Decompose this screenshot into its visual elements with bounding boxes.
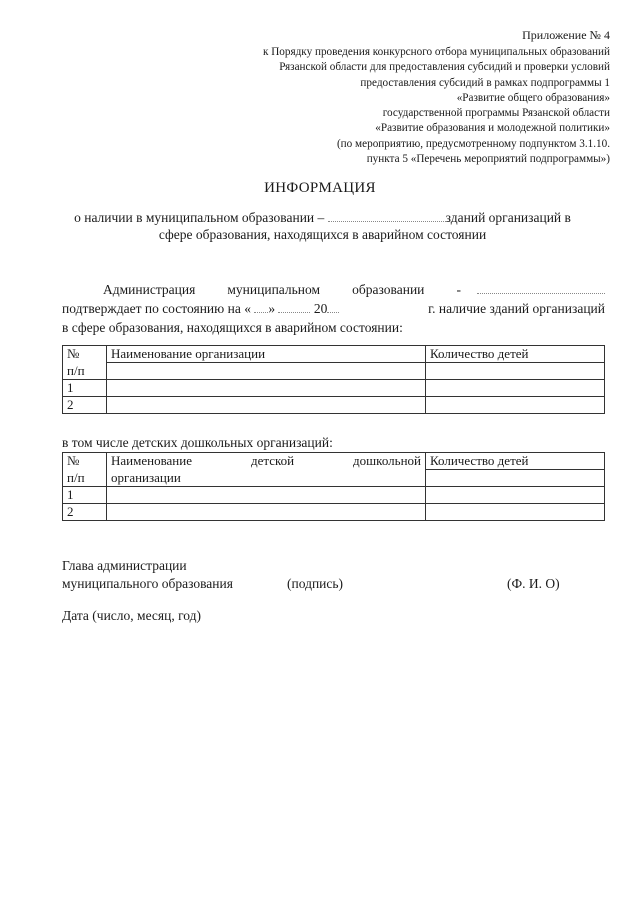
count-cell[interactable] [426,380,605,397]
signature-date[interactable]: Дата (число, месяц, год) [62,608,201,623]
appendix-line: к Порядку проведения конкурсного отбора муниципальных образований [262,46,610,58]
name-header-word: дошкольной [353,453,421,468]
name-header-word: Наименование [111,453,192,468]
subtitle-part1: о наличии в муниципальном образовании – [74,210,325,225]
document-title: ИНФОРМАЦИЯ [264,180,376,196]
organizations-table [62,345,605,414]
name-cell[interactable] [107,487,426,504]
paragraph-line2 [62,301,605,317]
signature-fio[interactable]: (Ф. И. О) [507,576,560,591]
signature-sign[interactable]: (подпись) [287,576,344,591]
name-cell[interactable] [107,504,426,521]
paragraph-word: образовании [352,282,425,297]
num-header-b: п/п [63,470,107,487]
name-header [107,453,426,470]
appendix-line: пункта 5 «Перечень мероприятий подпрограммы») [366,153,610,166]
kindergartens-table [62,452,605,521]
table-row [63,397,605,414]
table-row [63,470,605,487]
name-cell[interactable] [107,397,426,414]
appendix-line: «Развитие общего образования» [456,91,610,104]
table-row [63,363,605,380]
name-header-line2: организации [107,470,426,487]
appendix-line: предоставления субсидий в рамках подпрограммы 1 [360,76,610,89]
paragraph-word: муниципальном [227,282,321,297]
municipality-name-blank[interactable] [477,293,605,294]
row-number: 2 [63,397,107,414]
subtitle-part2: зданий организаций в [445,210,571,225]
year-blank[interactable] [327,312,339,313]
num-header: № [63,453,107,470]
paragraph-line3: в сфере образования, находящихся в аварийном состоянии: [62,320,403,335]
signature-line2: муниципального образования [62,576,233,591]
document-subtitle [40,209,605,243]
month-blank[interactable] [278,312,310,313]
num-header [63,346,107,363]
count-cell[interactable] [426,397,605,414]
row-number: 2 [63,504,107,521]
paragraph-quote-close: » [268,301,276,316]
municipality-blank[interactable] [328,221,446,222]
table-row [63,487,605,504]
name-cell[interactable] [107,380,426,397]
table-row [63,504,605,521]
appendix-line: государственной программы Рязанской области [382,107,610,120]
count-cell[interactable] [426,363,605,380]
paragraph-line1 [103,282,605,298]
paragraph-word: Администрация [103,282,196,297]
table-row [63,380,605,397]
row-number: 1 [63,487,107,504]
row-number: 1 [63,380,107,397]
paragraph-date-suffix: г. наличие зданий организаций [428,301,605,316]
kindergarten-label: в том числе детских дошкольных организаций: [62,435,333,450]
name-header: Наименование организации [107,346,426,363]
appendix-line: Рязанской области для предоставления субсидий и проверки условий [279,61,610,74]
appendix-line: (по мероприятию, предусмотренному подпунктом 3.1.10. [336,137,610,150]
count-cell[interactable] [426,504,605,521]
count-cell[interactable] [426,470,605,487]
num-header-b: п/п [63,363,107,380]
paragraph-century: 20 [313,301,328,316]
appendix-title: Приложение № 4 [522,28,610,42]
day-blank[interactable] [254,312,268,313]
count-header: Количество детей [426,453,605,470]
paragraph-date-prefix: подтверждает по состоянию на « [62,301,251,316]
subtitle-line2: сфере образования, находящихся в аварийном состоянии [158,227,487,242]
count-header: Количество детей [426,346,605,363]
paragraph-dash: - [456,282,461,297]
num-header-a: № [67,346,80,361]
name-header-word: детской [250,453,295,468]
signature-line1: Глава администрации [62,558,187,573]
name-cell[interactable] [107,363,426,380]
appendix-line: «Развитие образования и молодежной политики» [375,122,610,135]
appendix-reference [263,45,610,167]
table-header-row [63,453,605,470]
table-header-row [63,346,605,363]
count-cell[interactable] [426,487,605,504]
